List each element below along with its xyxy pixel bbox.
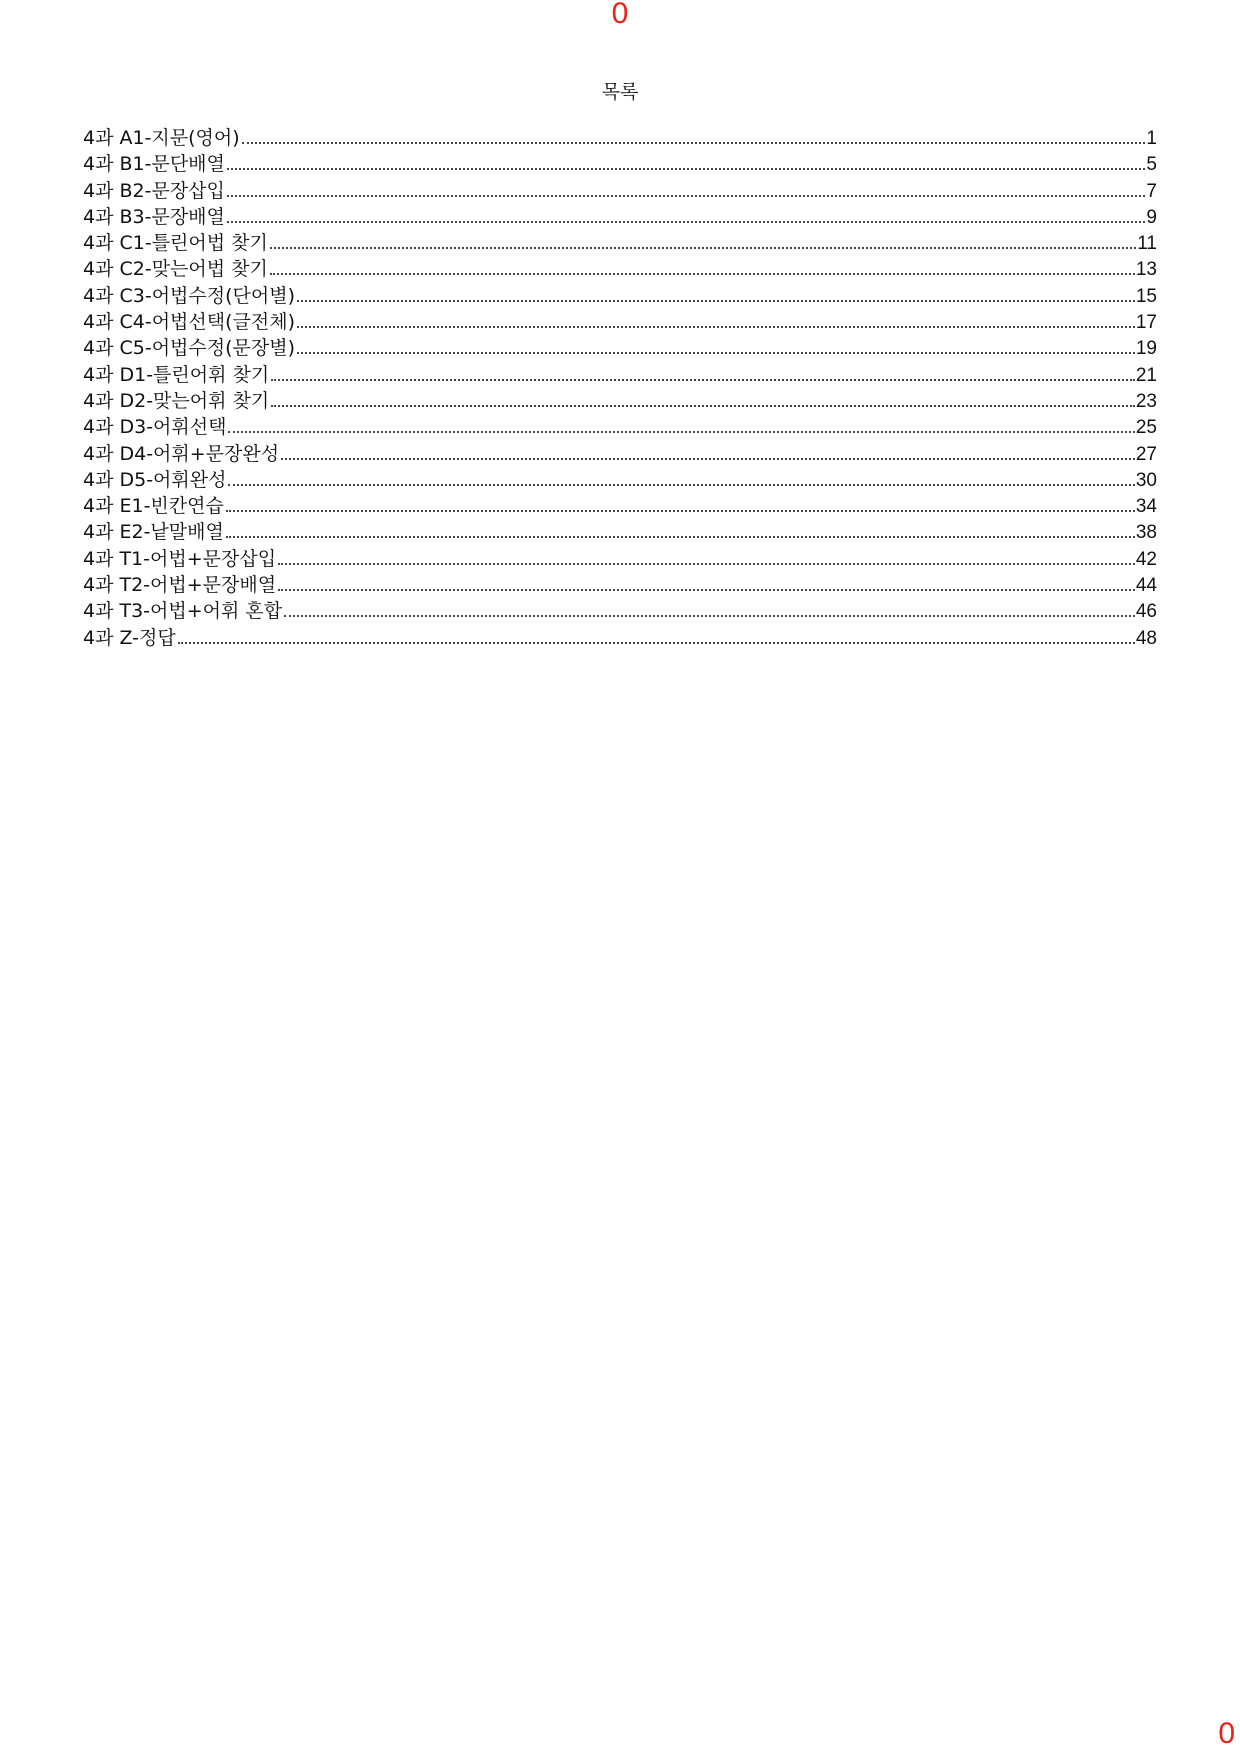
toc-entry[interactable] xyxy=(83,335,1157,361)
toc-entry-page-number: 11 xyxy=(1137,233,1157,255)
toc-entry[interactable] xyxy=(83,388,1157,414)
toc-entry[interactable] xyxy=(83,441,1157,467)
toc-entry-page-number: 27 xyxy=(1135,443,1157,465)
toc-entry-title: 4과 D3-어휘선택 xyxy=(83,416,227,439)
toc-entry[interactable] xyxy=(83,414,1157,440)
toc-entry-page-number: 9 xyxy=(1146,206,1157,228)
toc-entry-title: 4과 D2-맞는어휘 찾기 xyxy=(83,389,270,412)
toc-title: 목록 xyxy=(601,81,639,103)
toc-entry-title: 4과 D1-틀린어휘 찾기 xyxy=(83,363,270,386)
toc-entry[interactable] xyxy=(83,519,1157,545)
toc-entry-title: 4과 D5-어휘완성 xyxy=(83,468,227,491)
toc-entry-page-number: 5 xyxy=(1146,154,1157,176)
dot-leader xyxy=(228,431,1134,433)
toc-entry-page-number: 34 xyxy=(1135,496,1157,518)
dot-leader xyxy=(278,589,1135,591)
toc-entry-page-number: 42 xyxy=(1135,548,1157,570)
toc-entry-page-number: 30 xyxy=(1135,469,1157,491)
toc-entry[interactable] xyxy=(83,309,1157,335)
toc-entry-title: 4과 B2-문장삽입 xyxy=(83,179,225,202)
dot-leader xyxy=(178,642,1135,644)
toc-entry[interactable] xyxy=(83,625,1157,651)
toc-entry-title: 4과 B3-문장배열 xyxy=(83,205,225,228)
dot-leader xyxy=(284,615,1135,617)
toc-entry[interactable] xyxy=(83,493,1157,519)
toc-entry-page-number: 7 xyxy=(1146,180,1157,202)
toc-entry-title: 4과 B1-문단배열 xyxy=(83,153,225,176)
toc-entry-title: 4과 Z-정답 xyxy=(83,626,176,649)
toc-entry-title: 4과 T2-어법+문장배열 xyxy=(83,574,277,597)
toc-entry-title: 4과 E2-낱말배열 xyxy=(83,521,224,544)
toc-entry-title: 4과 C2-맞는어법 찾기 xyxy=(83,258,268,281)
dot-leader xyxy=(281,458,1135,460)
toc-entry-page-number: 19 xyxy=(1135,338,1157,360)
dot-leader xyxy=(271,405,1135,407)
dot-leader xyxy=(270,247,1136,249)
toc-entry[interactable] xyxy=(83,204,1157,230)
toc-entry[interactable] xyxy=(83,362,1157,388)
dot-leader xyxy=(270,273,1135,275)
toc-entry-title: 4과 A1-지문(영어) xyxy=(83,127,240,149)
header-page-number: 0 xyxy=(611,0,629,30)
dot-leader xyxy=(227,221,1146,223)
dot-leader xyxy=(278,563,1135,565)
dot-leader xyxy=(226,536,1135,538)
toc-entry-page-number: 23 xyxy=(1135,390,1157,412)
toc-entry-title: 4과 C3-어법수정(단어별) xyxy=(83,284,295,307)
toc-entry-page-number: 46 xyxy=(1135,601,1157,623)
toc-entry-title: 4과 T3-어법+어휘 혼합 xyxy=(83,600,283,623)
toc-entry-title: 4과 E1-빈칸연습 xyxy=(83,495,224,518)
dot-leader xyxy=(297,326,1135,328)
footer-page-number: 0 xyxy=(1218,1717,1235,1750)
toc-entry-page-number: 13 xyxy=(1135,259,1157,281)
dot-leader xyxy=(228,484,1134,486)
toc-entry-page-number: 25 xyxy=(1135,417,1157,439)
toc-list xyxy=(83,125,1157,651)
toc-entry-page-number: 17 xyxy=(1135,312,1157,334)
dot-leader xyxy=(271,379,1135,381)
dot-leader xyxy=(297,300,1135,302)
dot-leader xyxy=(242,142,1146,144)
toc-entry[interactable] xyxy=(83,598,1157,624)
toc-entry-page-number: 1 xyxy=(1146,128,1157,149)
toc-entry[interactable] xyxy=(83,230,1157,256)
toc-entry-title: 4과 D4-어휘+문장완성 xyxy=(83,442,280,465)
dot-leader xyxy=(227,195,1146,197)
toc-entry-title: 4과 T1-어법+문장삽입 xyxy=(83,547,277,570)
toc-entry-page-number: 48 xyxy=(1135,627,1157,649)
toc-entry[interactable] xyxy=(83,283,1157,309)
toc-entry-title: 4과 C4-어법선택(글전체) xyxy=(83,311,295,334)
toc-entry-title: 4과 C5-어법수정(문장별) xyxy=(83,337,295,360)
dot-leader xyxy=(226,510,1135,512)
toc-entry[interactable] xyxy=(83,467,1157,493)
toc-entry[interactable] xyxy=(83,572,1157,598)
toc-entry-page-number: 15 xyxy=(1135,285,1157,307)
toc-entry[interactable] xyxy=(83,151,1157,177)
toc-entry[interactable] xyxy=(83,125,1157,151)
toc-entry[interactable] xyxy=(83,546,1157,572)
dot-leader xyxy=(297,352,1135,354)
toc-entry-title: 4과 C1-틀린어법 찾기 xyxy=(83,232,268,255)
dot-leader xyxy=(227,168,1146,170)
toc-entry-page-number: 38 xyxy=(1135,522,1157,544)
toc-entry-page-number: 21 xyxy=(1135,364,1157,386)
toc-entry-page-number: 44 xyxy=(1135,575,1157,597)
toc-entry[interactable] xyxy=(83,178,1157,204)
toc-entry[interactable] xyxy=(83,256,1157,282)
